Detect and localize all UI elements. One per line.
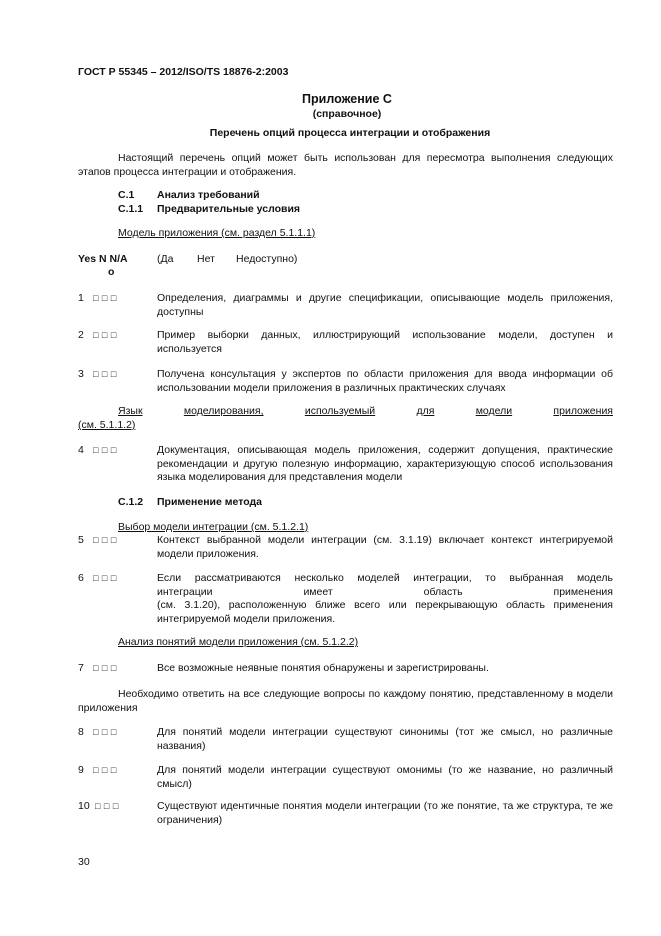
- checkbox-group[interactable]: □ □ □: [93, 293, 117, 303]
- subsection-language-ref: (см. 5.1.1.2): [78, 419, 136, 431]
- subsection-language-word: модели: [475, 405, 513, 417]
- item-text: Определения, диаграммы и другие спецификации, описывающие модель приложения, доступны: [157, 292, 613, 318]
- subsection-choice: Выбор модели интеграции (см. 5.1.2.1): [118, 521, 309, 533]
- item-text: Для понятий модели интеграции существуют омонимы (то же название, но различный смысл): [157, 764, 613, 790]
- item-number: 6: [78, 572, 84, 584]
- item-number: 4: [78, 444, 84, 456]
- item-number: 2: [78, 329, 84, 341]
- checkbox-group[interactable]: □ □ □: [95, 801, 119, 811]
- item-number: 7: [78, 662, 84, 674]
- subsection-language: [118, 405, 613, 417]
- item-text: Получена консультация у экспертов по области приложения для ввода информации об использовании модели приложения в различных практических случаях: [157, 368, 613, 394]
- item-text-word: имеет: [303, 585, 333, 598]
- item-text-line: (см. 3.1.20), расположенную ближе всего или перекрывающую область применения интегрируемой модели приложения.: [157, 599, 613, 625]
- item-text-line: Если рассматриваются несколько моделей интеграции, то выбранная модель: [157, 572, 613, 584]
- document-header: ГОСТ Р 55345 – 2012/ISO/TS 18876-2:2003: [78, 66, 289, 78]
- item-number: 9: [78, 764, 84, 776]
- checkbox-group[interactable]: □ □ □: [93, 727, 117, 737]
- subsection-language-word: Язык: [118, 405, 143, 417]
- subsection-language-word: моделирования,: [183, 405, 264, 417]
- section-c11-title: Предварительные условия: [157, 203, 301, 215]
- item-number: 3: [78, 368, 84, 380]
- checkbox-group[interactable]: □ □ □: [93, 535, 117, 545]
- item-text: Пример выборки данных, иллюстрирующий использование модели, доступен и используется: [157, 329, 613, 355]
- legend-net: Нет: [197, 253, 215, 265]
- checkbox-group[interactable]: □ □ □: [93, 663, 117, 673]
- appendix-subtitle: (справочное): [312, 108, 382, 120]
- item-text-word: область: [423, 585, 463, 598]
- intro-paragraph: Настоящий перечень опций может быть использован для пересмотра выполнения следующих этапов процесса интеграции и отображения.: [78, 152, 613, 178]
- page-number: 30: [78, 856, 90, 868]
- section-c11-num: C.1.1: [118, 203, 144, 215]
- item-text: Контекст выбранной модели интеграции (см. 3.1.19) включает контекст интегрируемой модели приложения.: [157, 534, 613, 560]
- item-number: 8: [78, 726, 84, 738]
- item-number: 5: [78, 534, 84, 546]
- item-text: Документация, описывающая модель приложения, содержит допущения, практические рекомендации и другую полезную информацию, характеризующую способ использования языка моделирования для представления модели: [157, 444, 613, 483]
- checkbox-group[interactable]: □ □ □: [93, 445, 117, 455]
- item-number: 1: [78, 292, 84, 304]
- checkbox-group[interactable]: □ □ □: [93, 369, 117, 379]
- subsection-analysis: Анализ понятий модели приложения (см. 5.1.2.2): [118, 636, 359, 648]
- checkbox-group[interactable]: □ □ □: [93, 573, 117, 583]
- subsection-language-word: приложения: [553, 405, 613, 417]
- legend-da: (Да: [157, 253, 174, 265]
- item-text: Для понятий модели интеграции существуют синонимы (тот же смысл, но различные названия): [157, 726, 613, 752]
- section-c1-title: Анализ требований: [157, 189, 260, 201]
- item-text-word: применения: [553, 585, 613, 598]
- item-text: [157, 572, 613, 626]
- appendix-heading: Перечень опций процесса интеграции и отображения: [209, 127, 491, 139]
- item-text-line: [157, 586, 613, 600]
- item-text: Существуют идентичные понятия модели интеграции (то же понятие, та же структура, те же ограничения): [157, 800, 613, 826]
- section-c1-num: C.1: [118, 189, 135, 201]
- note-paragraph: Необходимо ответить на все следующие вопросы по каждому понятию, представленному в модели приложения: [78, 688, 613, 714]
- checkbox-group[interactable]: □ □ □: [93, 330, 117, 340]
- item-text: Все возможные неявные понятия обнаружены и зарегистрированы.: [157, 662, 489, 674]
- item-number: 10: [78, 800, 90, 812]
- legend-yes-no: Yes N N/A: [78, 253, 128, 265]
- legend-yes-no-wrap: o: [108, 266, 115, 278]
- subsection-model-app: Модель приложения (см. раздел 5.1.1.1): [118, 227, 316, 239]
- appendix-title: Приложение C: [302, 92, 392, 106]
- subsection-language-word: используемый: [304, 405, 376, 417]
- item-text-word: интеграции: [157, 585, 213, 598]
- checkbox-group[interactable]: □ □ □: [93, 765, 117, 775]
- section-c12-num: C.1.2: [118, 496, 144, 508]
- subsection-language-word: для: [416, 405, 435, 417]
- legend-nedostupno: Недоступно): [236, 253, 298, 265]
- section-c12-title: Применение метода: [157, 496, 263, 508]
